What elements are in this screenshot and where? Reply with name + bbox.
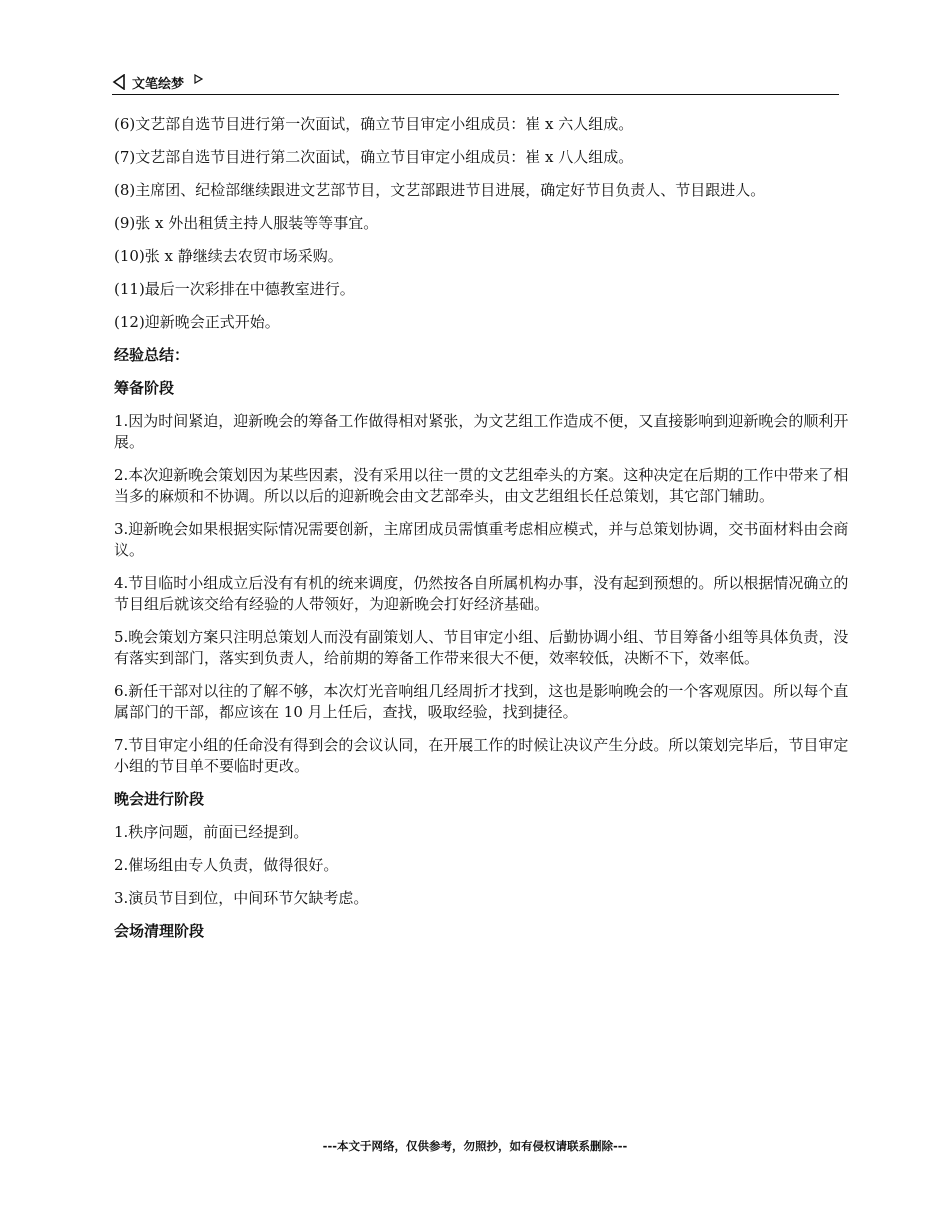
paragraph: 1.因为时间紧迫，迎新晚会的筹备工作做得相对紧张，为文艺组工作造成不便，又直接影响到迎新晚会的顺利开展。 (114, 412, 849, 451)
page-header (112, 70, 839, 95)
paragraph: 2.催场组由专人负责，做得很好。 (114, 856, 339, 874)
paragraph: (12)迎新晚会正式开始。 (114, 313, 280, 331)
paragraph: (10)张 x 静继续去农贸市场采购。 (114, 247, 343, 265)
section-heading: 晚会进行阶段 (114, 790, 205, 808)
paragraph: (8)主席团、纪检部继续跟进文艺部节目，文艺部跟进节目进展，确定好节目负责人、节目跟进人。 (114, 181, 766, 199)
paragraph: 4.节目临时小组成立后没有有机的统来调度，仍然按各自所属机构办事，没有起到预想的。所以根据情况确立的节目组后就该交给有经验的人带领好，为迎新晚会打好经济基础。 (114, 574, 849, 613)
paragraph: 1.秩序问题，前面已经提到。 (114, 823, 309, 841)
section-heading: 会场清理阶段 (114, 922, 205, 940)
paragraph: 6.新任干部对以往的了解不够，本次灯光音响组几经周折才找到，这也是影响晚会的一个客观原因。所以每个直属部门的干部，都应该在 10 月上任后，查找，吸取经验，找到捷径。 (114, 682, 849, 721)
section-heading: 经验总结： (114, 346, 190, 364)
paragraph: (11)最后一次彩排在中德教室进行。 (114, 280, 355, 298)
triangle-right-outline-icon (194, 74, 203, 84)
header-title: 文笔绘梦 (132, 76, 185, 92)
paragraph: 3.演员节目到位，中间环节欠缺考虑。 (114, 889, 369, 907)
footer-disclaimer: ---本文于网络，仅供参考，勿照抄，如有侵权请联系删除--- (322, 1139, 628, 1153)
section-heading: 筹备阶段 (114, 379, 175, 397)
paragraph: 5.晚会策划方案只注明总策划人而没有副策划人、节目审定小组、后勤协调小组、节目筹备小组等具体负责，没有落实到部门，落实到负责人，给前期的筹备工作带来很大不便，效率较低，决断不下，效率低。 (114, 628, 849, 667)
paragraph: 2.本次迎新晚会策划因为某些因素，没有采用以往一贯的文艺组牵头的方案。这种决定在后期的工作中带来了相当多的麻烦和不协调。所以以后的迎新晚会由文艺部牵头，由文艺组组长任总策划，其它部门辅助。 (114, 466, 849, 505)
document-body (114, 114, 849, 954)
paragraph: 3.迎新晚会如果根据实际情况需要创新，主席团成员需慎重考虑相应模式，并与总策划协调，交书面材料由会商议。 (114, 520, 849, 559)
triangle-left-outline-icon (112, 74, 126, 90)
paragraph: (6)文艺部自选节目进行第一次面试，确立节目审定小组成员：崔 x 六人组成。 (114, 115, 634, 133)
paragraph: 7.节目审定小组的任命没有得到会的会议认同，在开展工作的时候让决议产生分歧。所以策划完毕后，节目审定小组的节目单不要临时更改。 (114, 736, 849, 775)
paragraph: (7)文艺部自选节目进行第二次面试，确立节目审定小组成员：崔 x 八人组成。 (114, 148, 634, 166)
paragraph: (9)张 x 外出租赁主持人服装等等事宜。 (114, 214, 379, 232)
